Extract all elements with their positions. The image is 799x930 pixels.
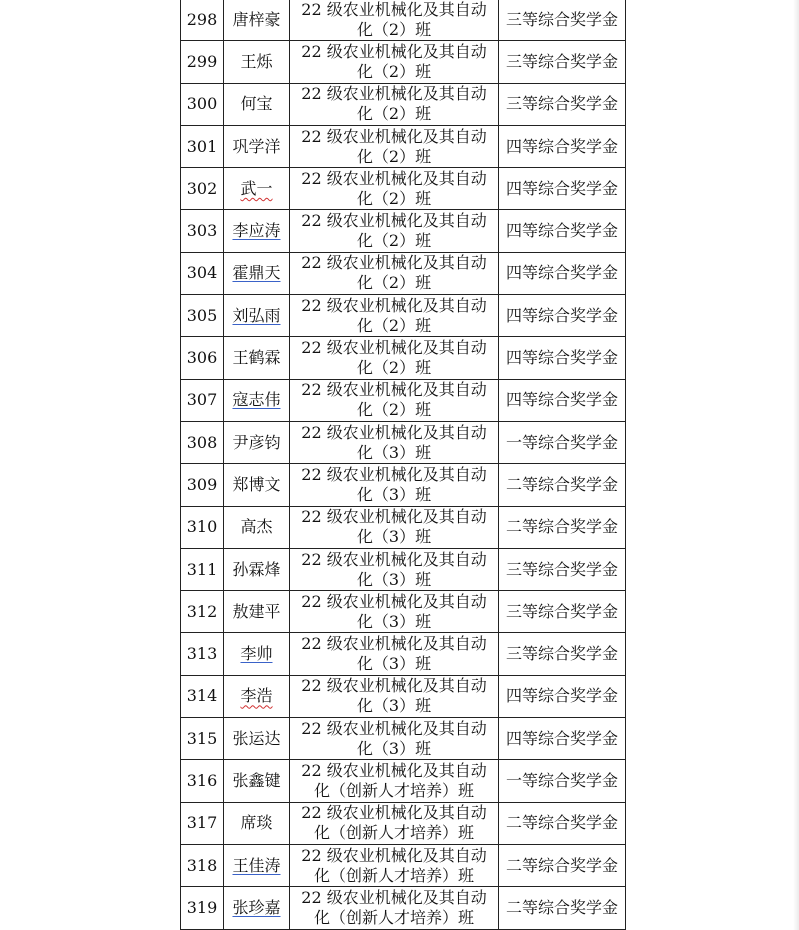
award-level: 四等综合奖学金 xyxy=(499,718,626,760)
class-name-line1: 22 级农业机械化及其自动 xyxy=(301,168,487,188)
class-cell xyxy=(290,0,499,41)
award-level: 四等综合奖学金 xyxy=(499,168,626,210)
student-name: 寇志伟 xyxy=(232,390,281,410)
class-name-line2: 化（3）班 xyxy=(356,569,432,589)
class-cell xyxy=(290,252,499,294)
row-number: 299 xyxy=(181,41,224,83)
student-name: 李帅 xyxy=(240,644,273,664)
table-row xyxy=(181,887,626,929)
class-name-line1: 22 级农业机械化及其自动 xyxy=(301,676,487,696)
student-name-cell xyxy=(224,464,290,506)
award-level: 四等综合奖学金 xyxy=(499,210,626,252)
student-name-cell xyxy=(224,210,290,252)
row-number: 301 xyxy=(181,125,224,167)
class-cell xyxy=(290,210,499,252)
class-cell xyxy=(290,83,499,125)
award-level: 二等综合奖学金 xyxy=(499,464,626,506)
class-cell xyxy=(290,295,499,337)
table-row xyxy=(181,252,626,294)
class-cell xyxy=(290,548,499,590)
table-row xyxy=(181,421,626,463)
table-row xyxy=(181,675,626,717)
class-cell xyxy=(290,421,499,463)
class-name-line1: 22 级农业机械化及其自动 xyxy=(301,422,487,442)
row-number: 309 xyxy=(181,464,224,506)
scholarship-table xyxy=(180,0,626,930)
student-name-cell xyxy=(224,506,290,548)
class-name-line1: 22 级农业机械化及其自动 xyxy=(301,464,487,484)
student-name: 张运达 xyxy=(232,728,281,748)
class-name-line2: 化（3）班 xyxy=(356,527,432,547)
row-number: 317 xyxy=(181,802,224,844)
table-row xyxy=(181,41,626,83)
student-name-cell xyxy=(224,421,290,463)
student-name-cell xyxy=(224,760,290,802)
student-name: 刘弘雨 xyxy=(232,305,281,325)
student-name: 巩学洋 xyxy=(232,136,281,156)
award-level: 四等综合奖学金 xyxy=(499,379,626,421)
student-name-cell xyxy=(224,548,290,590)
class-cell xyxy=(290,41,499,83)
class-name-line2: 化（3）班 xyxy=(356,696,432,716)
table-row xyxy=(181,844,626,886)
class-name-line2: 化（2）班 xyxy=(356,358,432,378)
class-name-line1: 22 级农业机械化及其自动 xyxy=(301,41,487,61)
table-row xyxy=(181,802,626,844)
table-row xyxy=(181,168,626,210)
class-name-line1: 22 级农业机械化及其自动 xyxy=(301,634,487,654)
row-number: 313 xyxy=(181,633,224,675)
table-row xyxy=(181,760,626,802)
student-name-cell xyxy=(224,379,290,421)
student-name-cell xyxy=(224,337,290,379)
class-name-line1: 22 级农业机械化及其自动 xyxy=(301,591,487,611)
row-number: 303 xyxy=(181,210,224,252)
class-name-line2: 化（2）班 xyxy=(356,146,432,166)
class-cell xyxy=(290,591,499,633)
class-cell xyxy=(290,633,499,675)
student-name-cell xyxy=(224,295,290,337)
class-name-line1: 22 级农业机械化及其自动 xyxy=(301,0,487,19)
class-name-line2: 化（2）班 xyxy=(356,315,432,335)
class-name-line1: 22 级农业机械化及其自动 xyxy=(301,507,487,527)
class-cell xyxy=(290,125,499,167)
award-level: 二等综合奖学金 xyxy=(499,887,626,929)
award-level: 三等综合奖学金 xyxy=(499,0,626,41)
class-cell xyxy=(290,337,499,379)
class-cell xyxy=(290,760,499,802)
class-name-line2: 化（3）班 xyxy=(356,738,432,758)
student-name-cell xyxy=(224,844,290,886)
class-name-line1: 22 级农业机械化及其自动 xyxy=(301,295,487,315)
class-name-line2: 化（创新人才培养）班 xyxy=(313,865,474,885)
row-number: 315 xyxy=(181,718,224,760)
table-row xyxy=(181,83,626,125)
award-level: 三等综合奖学金 xyxy=(499,41,626,83)
class-name-line2: 化（2）班 xyxy=(356,188,432,208)
student-name: 唐梓豪 xyxy=(232,9,281,29)
award-level: 四等综合奖学金 xyxy=(499,295,626,337)
student-name: 李应涛 xyxy=(232,221,281,241)
table-row xyxy=(181,125,626,167)
table-row xyxy=(181,210,626,252)
student-name: 高杰 xyxy=(240,517,273,537)
class-name-line1: 22 级农业机械化及其自动 xyxy=(301,253,487,273)
class-name-line2: 化（2）班 xyxy=(356,400,432,420)
student-name: 王鹤霖 xyxy=(232,348,281,368)
award-level: 三等综合奖学金 xyxy=(499,633,626,675)
class-name-line1: 22 级农业机械化及其自动 xyxy=(301,126,487,146)
student-name: 何宝 xyxy=(240,94,273,114)
class-name-line2: 化（创新人才培养）班 xyxy=(313,907,474,927)
table-row xyxy=(181,337,626,379)
class-name-line1: 22 级农业机械化及其自动 xyxy=(301,803,487,823)
student-name-cell xyxy=(224,718,290,760)
class-name-line2: 化（3）班 xyxy=(356,442,432,462)
class-name-line2: 化（2）班 xyxy=(356,273,432,293)
table-row xyxy=(181,718,626,760)
row-number: 306 xyxy=(181,337,224,379)
table-row xyxy=(181,464,626,506)
row-number: 305 xyxy=(181,295,224,337)
class-cell xyxy=(290,844,499,886)
student-name: 郑博文 xyxy=(232,474,281,494)
class-name-line2: 化（创新人才培养）班 xyxy=(313,823,474,843)
student-name-cell xyxy=(224,168,290,210)
student-name: 敖建平 xyxy=(232,601,281,621)
student-name-cell xyxy=(224,675,290,717)
row-number: 314 xyxy=(181,675,224,717)
class-cell xyxy=(290,464,499,506)
award-level: 三等综合奖学金 xyxy=(499,591,626,633)
class-name-line2: 化（3）班 xyxy=(356,654,432,674)
student-name-cell xyxy=(224,252,290,294)
class-name-line1: 22 级农业机械化及其自动 xyxy=(301,338,487,358)
award-level: 二等综合奖学金 xyxy=(499,844,626,886)
student-name: 王佳涛 xyxy=(232,855,281,875)
class-cell xyxy=(290,802,499,844)
class-name-line2: 化（2）班 xyxy=(356,61,432,81)
class-name-line2: 化（创新人才培养）班 xyxy=(313,780,474,800)
student-name-cell xyxy=(224,41,290,83)
scholarship-table-body xyxy=(181,0,626,929)
award-level: 三等综合奖学金 xyxy=(499,83,626,125)
row-number: 302 xyxy=(181,168,224,210)
row-number: 311 xyxy=(181,548,224,590)
class-name-line1: 22 级农业机械化及其自动 xyxy=(301,887,487,907)
class-name-line1: 22 级农业机械化及其自动 xyxy=(301,211,487,231)
class-name-line1: 22 级农业机械化及其自动 xyxy=(301,84,487,104)
row-number: 307 xyxy=(181,379,224,421)
class-name-line1: 22 级农业机械化及其自动 xyxy=(301,718,487,738)
award-level: 四等综合奖学金 xyxy=(499,252,626,294)
student-name-cell xyxy=(224,887,290,929)
class-cell xyxy=(290,379,499,421)
class-cell xyxy=(290,718,499,760)
award-level: 一等综合奖学金 xyxy=(499,421,626,463)
student-name-cell xyxy=(224,633,290,675)
student-name: 霍鼎天 xyxy=(232,263,281,283)
student-name-cell xyxy=(224,83,290,125)
class-name-line2: 化（2）班 xyxy=(356,231,432,251)
class-cell xyxy=(290,168,499,210)
table-row xyxy=(181,506,626,548)
student-name-cell xyxy=(224,125,290,167)
award-level: 四等综合奖学金 xyxy=(499,125,626,167)
student-name-cell xyxy=(224,802,290,844)
class-cell xyxy=(290,887,499,929)
student-name: 王烁 xyxy=(240,51,273,71)
class-name-line2: 化（3）班 xyxy=(356,484,432,504)
row-number: 300 xyxy=(181,83,224,125)
class-name-line1: 22 级农业机械化及其自动 xyxy=(301,760,487,780)
class-name-line2: 化（2）班 xyxy=(356,19,432,39)
class-name-line2: 化（3）班 xyxy=(356,611,432,631)
student-name: 武一 xyxy=(240,178,273,198)
table-row xyxy=(181,591,626,633)
table-row xyxy=(181,379,626,421)
award-level: 四等综合奖学金 xyxy=(499,337,626,379)
row-number: 312 xyxy=(181,591,224,633)
row-number: 310 xyxy=(181,506,224,548)
row-number: 298 xyxy=(181,0,224,41)
class-name-line2: 化（2）班 xyxy=(356,104,432,124)
table-row xyxy=(181,0,626,41)
award-level: 四等综合奖学金 xyxy=(499,675,626,717)
table-row xyxy=(181,633,626,675)
class-cell xyxy=(290,506,499,548)
row-number: 319 xyxy=(181,887,224,929)
row-number: 304 xyxy=(181,252,224,294)
student-name-cell xyxy=(224,591,290,633)
student-name: 孙霖烽 xyxy=(232,559,281,579)
student-name: 张珍嘉 xyxy=(232,897,281,917)
award-level: 二等综合奖学金 xyxy=(499,802,626,844)
class-name-line1: 22 级农业机械化及其自动 xyxy=(301,380,487,400)
student-name: 张鑫键 xyxy=(232,770,281,790)
class-name-line1: 22 级农业机械化及其自动 xyxy=(301,549,487,569)
row-number: 316 xyxy=(181,760,224,802)
student-name: 李浩 xyxy=(240,686,273,706)
student-name: 席琰 xyxy=(240,813,273,833)
page-edge-shadow xyxy=(793,0,799,930)
award-level: 三等综合奖学金 xyxy=(499,548,626,590)
class-cell xyxy=(290,675,499,717)
student-name-cell xyxy=(224,0,290,41)
row-number: 318 xyxy=(181,844,224,886)
class-name-line1: 22 级农业机械化及其自动 xyxy=(301,845,487,865)
award-level: 二等综合奖学金 xyxy=(499,506,626,548)
table-row xyxy=(181,295,626,337)
row-number: 308 xyxy=(181,421,224,463)
student-name: 尹彦钧 xyxy=(232,432,281,452)
award-level: 一等综合奖学金 xyxy=(499,760,626,802)
table-row xyxy=(181,548,626,590)
